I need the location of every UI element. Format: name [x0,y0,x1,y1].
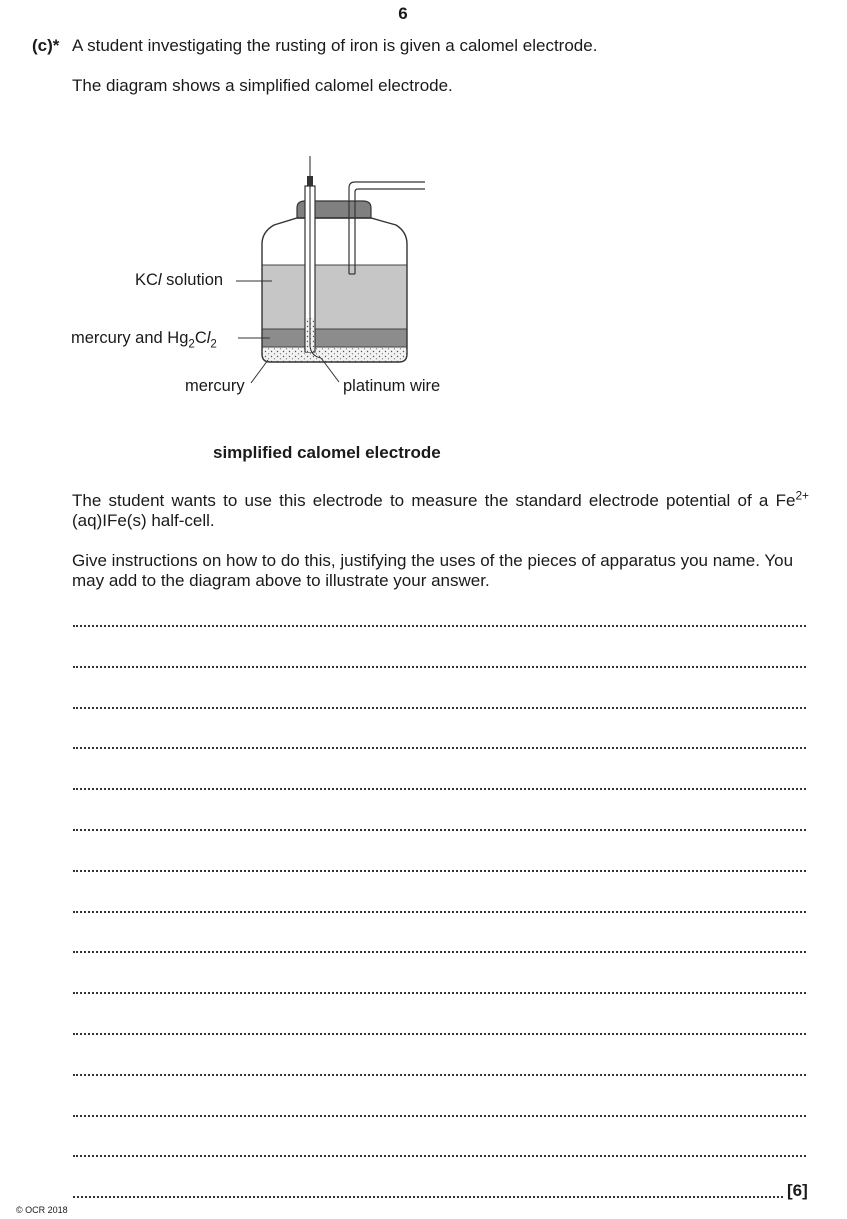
page-number: 6 [398,4,408,23]
question-intro: A student investigating the rusting of iron is given a calomel electrode. [72,36,598,55]
label-platinum-wire: platinum wire [343,377,441,395]
kcl-solution-layer [262,265,407,329]
copyright-footer: © OCR 2018 [16,1205,68,1215]
answer-line[interactable] [73,1196,783,1198]
answer-line[interactable] [73,829,806,831]
mercury-hg2cl2-layer [262,329,407,347]
answer-line[interactable] [73,707,806,709]
task-paragraph-1: The student wants to use this electrode to measure the standard electrode potential of a $Fe^{2+}(aq)IFe(s)$ half-cell. [72,488,809,530]
answer-line[interactable] [73,1074,806,1076]
answer-line[interactable] [73,666,806,668]
calomel-electrode-diagram [0,0,847,440]
answer-line[interactable] [73,951,806,953]
mercury-layer [262,347,407,363]
label-mercury-and-hg2cl2: mercury and $Hg_2Cl_2$ [71,329,217,351]
label-mercury: mercury [185,377,245,395]
label-kcl-solution: KCl solution [135,271,224,289]
answer-line[interactable] [73,1033,806,1035]
answer-line[interactable] [73,788,806,790]
marks-total: [6] [787,1181,808,1200]
diagram-intro: The diagram shows a simplified calomel electrode. [72,76,453,95]
task-paragraph-2: Give instructions on how to do this, justifying the uses of the pieces of apparatus you name. You may add to the diagram above to illustrate your answer. [72,551,794,590]
diagram-caption: simplified calomel electrode [213,443,441,462]
answer-line[interactable] [73,992,806,994]
answer-line[interactable] [73,1115,806,1117]
answer-line[interactable] [73,1155,806,1157]
answer-line[interactable] [73,870,806,872]
question-part-label: (c)* [32,36,60,55]
answer-line[interactable] [73,747,806,749]
answer-line[interactable] [73,911,806,913]
answer-line[interactable] [73,625,806,627]
